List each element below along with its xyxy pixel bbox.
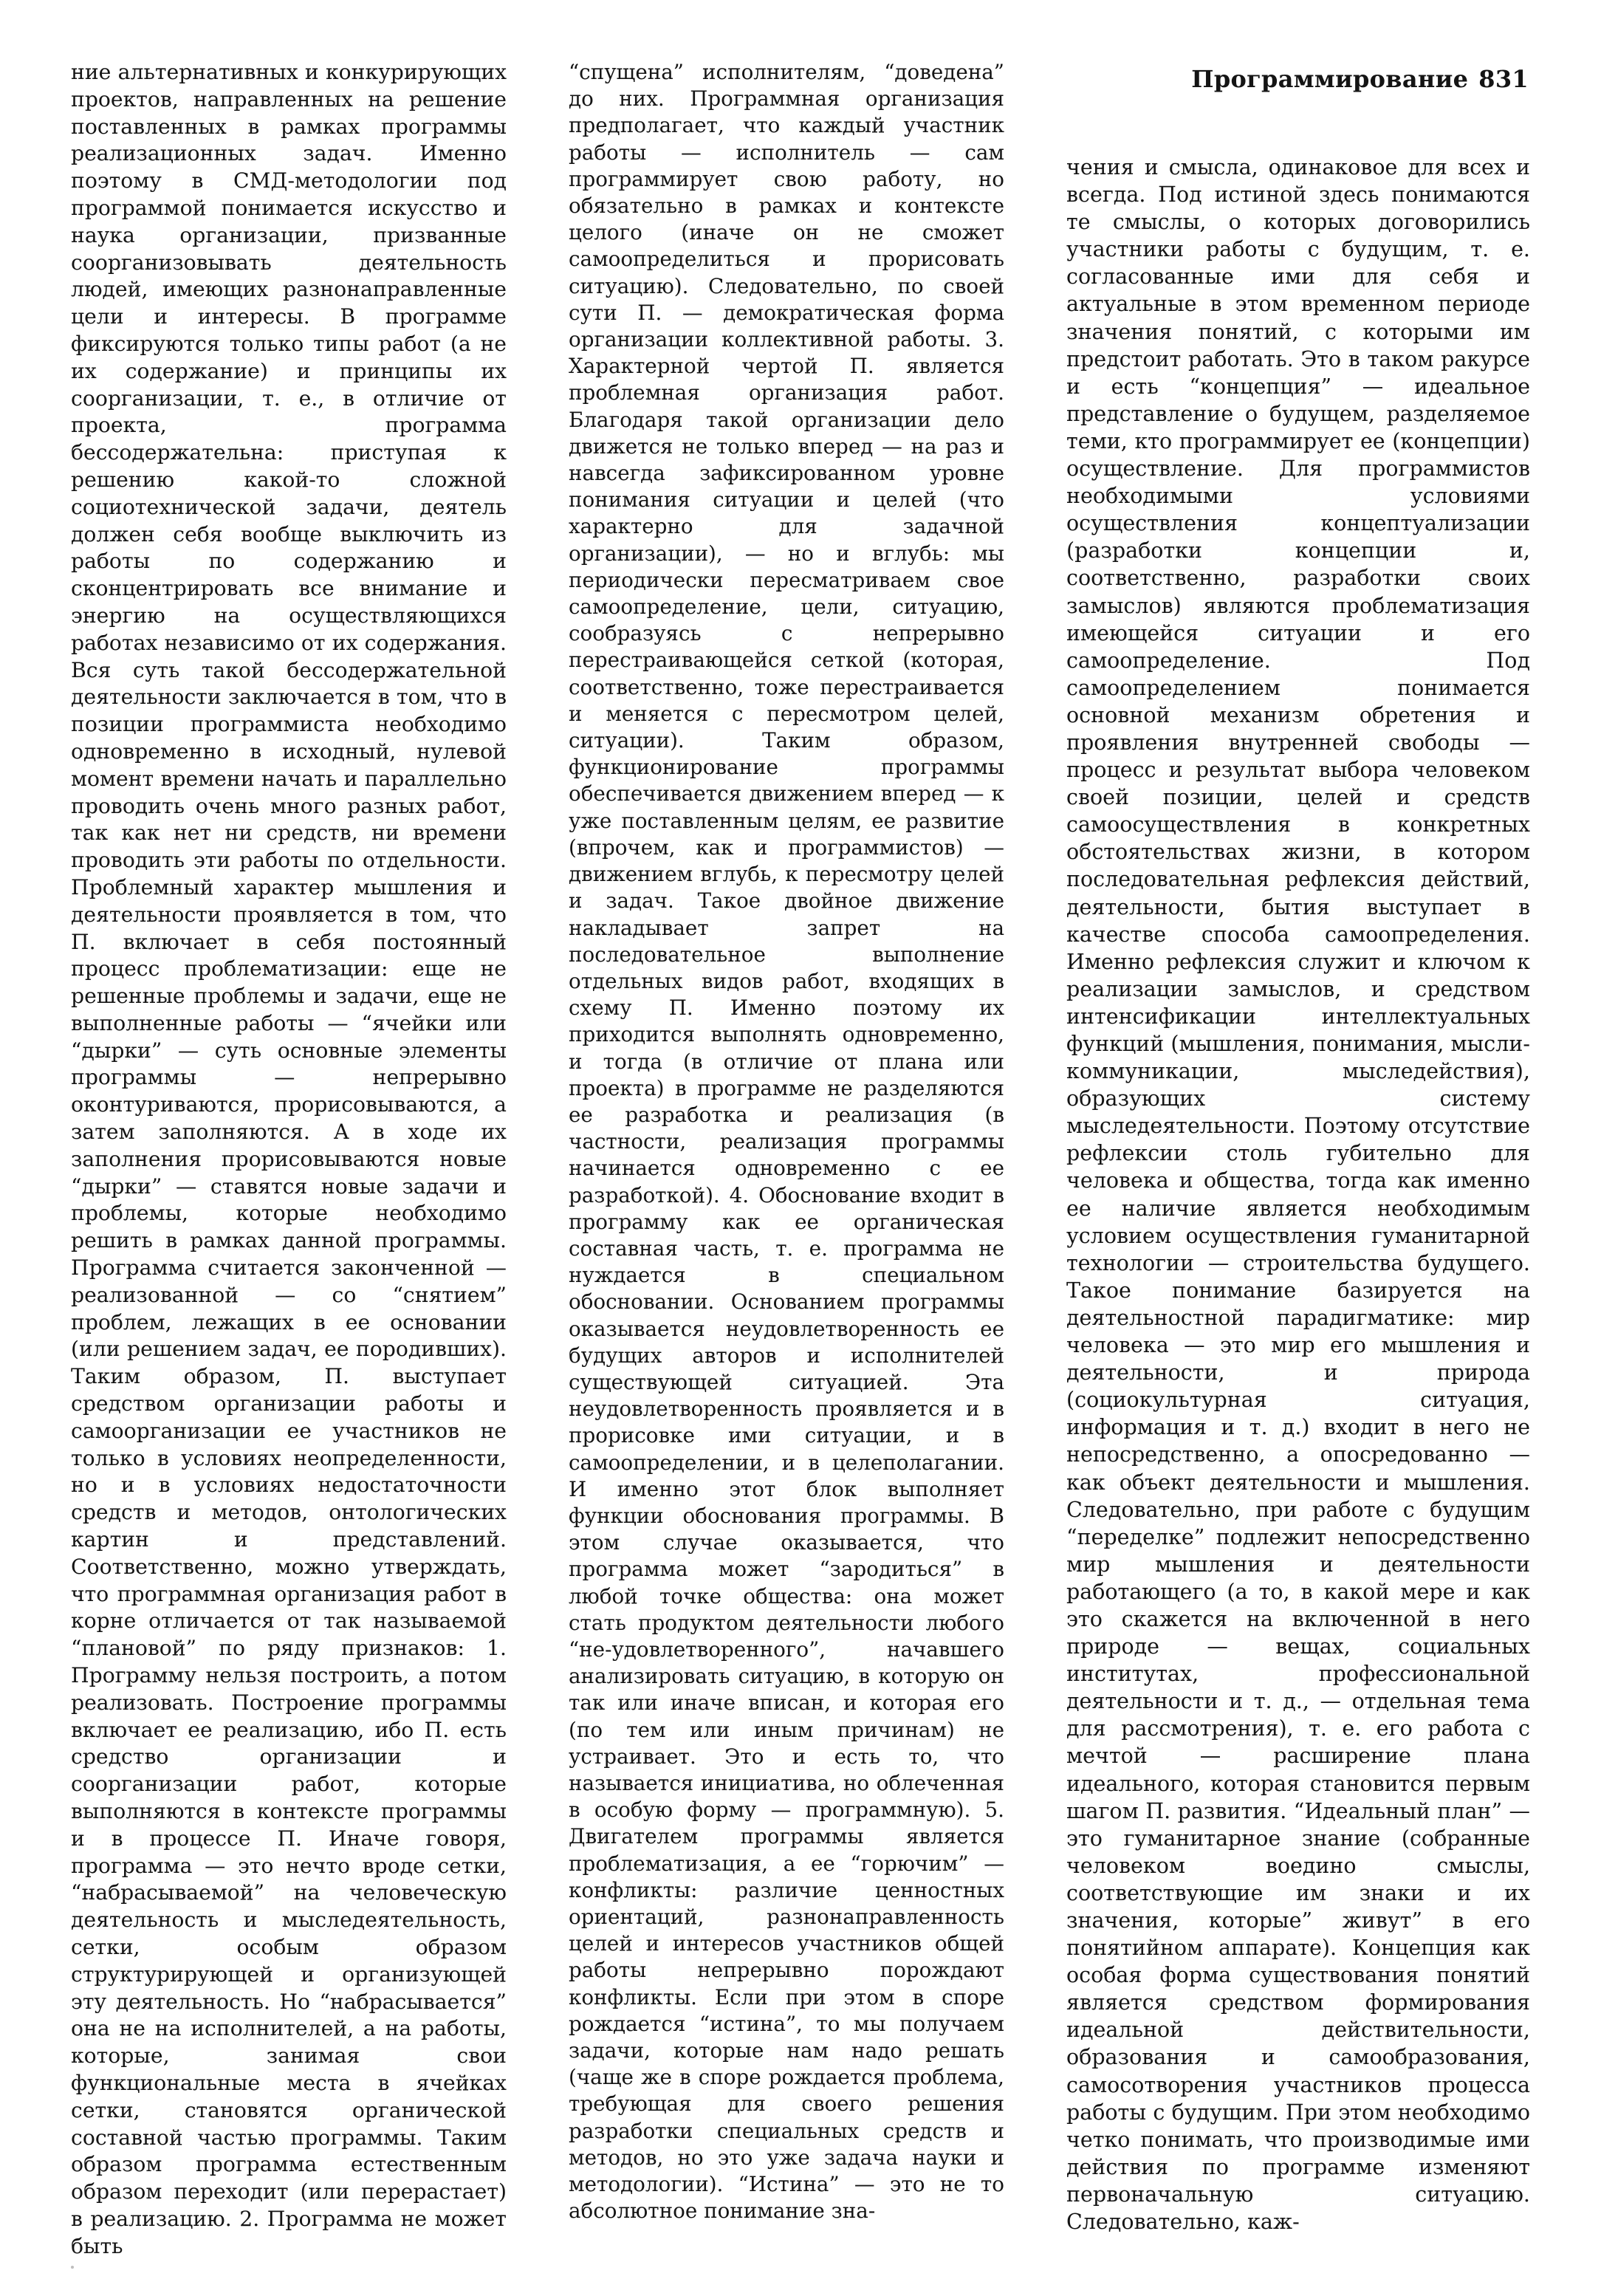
running-header — [1191, 65, 1529, 93]
page-number: 831 — [1478, 65, 1529, 93]
section-title: Программирование — [1191, 65, 1469, 93]
text-column-3: чения и смысла, одинаковое для всех и всегда. Под истиной здесь понимаются те смыслы, о которых договорились участники работы с будущим, т. е. согласованные ими для себя и актуальные в этом временном периоде значения понятий, с которыми им предстоит работать. Это в таком ракурсе и есть “концепция” — идеальное представление о будущем, разделяемое теми, кто программирует ее (концепции) осуществление. Для программистов необходимыми условиями осуществления концептуализации (разработки концепции и, соответственно, разработки своих замыслов) являются проблематизация имеющейся ситуации и его самоопределение. Под самоопределением понимается основной механизм обретения и проявления внутренней свободы — процесс и результат выбора человеком своей позиции, целей и средств самоосуществления в конкретных обстоятельствах жизни, в котором последовательная рефлексия действий, деятельности, бытия выступает в качестве способа самоопределения. Именно рефлексия служит и ключом к реализации замыслов, и средством интенсификации интеллектуальных функций (мышления, понимания, мысли-коммуникации, мыследействия), образующих систему мыследеятельности. Поэтому отсутствие рефлексии столь губительно для человека и общества, тогда как именно ее наличие является необходимым условием осуществления гуманитарной технологии — строительства будущего. Такое понимание базируется на деятельностной парадигматике: мир человека — это мир его мышления и деятельности, и природа (социокультурная ситуация, информация и т. д.) входит в него не непосредственно, а опосредованно — как объект деятельности и мышления. Следовательно, при работе с будущим “переделке” подлежит непосредственно мир мышления и деятельности работающего (а то, в какой мере и как это скажется на включенной в него природе — вещах, социальных институтах, профессиональной деятельности и т. д., — отдельная тема для рассмотрения), т. е. его работа с мечтой — расширение плана идеального, которая становится первым шагом П. развития. “Идеальный план” — это гуманитарное знание (собранные человеком воедино смыслы, соответствующие им знаки и их значения, которые” живут” в его понятийном аппарате). Концепция как особая форма существования понятий является средством формирования идеальной действительности, образования и самообразования, самосотворения участников процесса работы с будущим. При этом необходимо четко понимать, что производимые ими действия по программе изменяют первоначальную ситуацию. Следовательно, каж- — [1066, 155, 1530, 2235]
text-column-2: “спущена” исполнителям, “доведена” до них. Программная организация предполагает, что каждый участник работы — исполнитель — сам программирует свою работу, но обязательно в рамках и контексте целого (иначе он не сможет самоопределиться и прорисовать ситуацию). Следовательно, по своей сути П. — демократическая форма организации коллективной работы. 3. Характерной чертой П. является проблемная организация работ. Благодаря такой организации дело движется не только вперед — на раз и навсегда зафиксированном уровне понимания ситуации и целей (что характерно для задачной организации), — но и вглубь: мы периодически пересматриваем свое самоопределение, цели, ситуацию, сообразуясь с непрерывно перестраивающейся сеткой (которая, соответственно, тоже перестраивается и меняется с пересмотром целей, ситуации). Таким образом, функционирование программы обеспечивается движением вперед — к уже поставленным целям, ее развитие (впрочем, как и программистов) — движением вглубь, к пересмотру целей и задач. Такое двойное движение накладывает запрет на последовательное выполнение отдельных видов работ, входящих в схему П. Именно поэтому их приходится выполнять одновременно, и тогда (в отличие от плана или проекта) в программе не разделяются ее разработка и реализация (в частности, реализация программы начинается одновременно с ее разработкой). 4. Обоснование входит в программу как ее органическая составная часть, т. е. программа не нуждается в специальном обосновании. Основанием программы оказывается неудовлетворенность ее будущих авторов и исполнителей существующей ситуацией. Эта неудовлетворенность проявляется и в прорисовке ими ситуации, и в самоопределении, и в целеполагании. И именно этот блок выполняет функции обоснования программы. В этом случае оказывается, что программа может “зародиться” в любой точке общества: она может стать продуктом деятельности любого “не-удовлетворенного”, начавшего анализировать ситуацию, в которую он так или иначе вписан, и которая его (по тем или иным причинам) не устраивает. Это и есть то, что называется инициатива, но облеченная в особую форму — программную). 5. Двигателем программы является проблематизация, а ее “горючим” — конфликты: различие ценностных ориентаций, разнонаправленность целей и интересов участников общей работы непрерывно порождают конфликты. Если при этом в споре рождается “истина”, то мы получаем задачи, которые нам надо решать (чаще же в споре рождается проблема, требующая для своего решения разработки специальных средств и методов, но это уже задача науки и методологии). “Истина” — это не то абсолютное понимание зна- — [569, 60, 1004, 2224]
text-column-1: ние альтернативных и конкурирующих проектов, направленных на решение поставленных в рамках программы реализационных задач. Именно поэтому в СМД-методологии под программой понимается искусство и наука организации, призванные соорганизовывать деятельность людей, имеющих разнонаправленные цели и интересы. В программе фиксируются только типы работ (а не их содержание) и принципы их соорганизации, т. е., в отличие от проекта, программа бессодержательна: приступая к решению какой-то сложной социотехнической задачи, деятель должен себя вообще выключить из работы по содержанию и сконцентрировать все внимание и энергию на осуществляющихся работах независимо от их содержания. Вся суть такой бессодержательной деятельности заключается в том, что в позиции программиста необходимо одновременно в исходный, нулевой момент времени начать и параллельно проводить очень много разных работ, так как нет ни средств, ни времени проводить эти работы по отдельности. Проблемный характер мышления и деятельности проявляется в том, что П. включает в себя постоянный процесс проблематизации: еще не решенные проблемы и задачи, еще не выполненные работы — “ячейки или “дырки” — суть основные элементы программы — непрерывно оконтуриваются, прорисовываются, а затем заполняются. А в ходе их заполнения прорисовываются новые “дырки” — ставятся новые задачи и проблемы, которые необходимо решить в рамках данной программы. Программа считается законченной — реализованной — со “снятием” проблем, лежащих в ее основании (или решением задач, ее породивших). Таким образом, П. выступает средством организации работы и самоорганизации ее участников не только в условиях неопределенности, но и в условиях недостаточности средств и методов, онтологических картин и представлений. Соответственно, можно утверждать, что программная организация работ в корне отличается от так называемой “плановой” по ряду признаков: 1. Программу нельзя построить, а потом реализовать. Построение программы включает ее реализацию, ибо П. есть средство организации и соорганизации работ, которые выполняются в контексте программы и в процессе П. Иначе говоря, программа — это нечто вроде сетки, “набрасываемой” на человеческую деятельность и мыследеятельность, сетки, особым образом структурирующей и организующей эту деятельность. Но “набрасывается” она не на исполнителей, а на работы, которые, занимая свои функциональные места в ячейках сетки, становятся органической составной частью программы. Таким образом программа естественным образом переходит (или перерастает) в реализацию. 2. Программа не может быть — [71, 60, 507, 2258]
scan-speck — [71, 2266, 74, 2269]
